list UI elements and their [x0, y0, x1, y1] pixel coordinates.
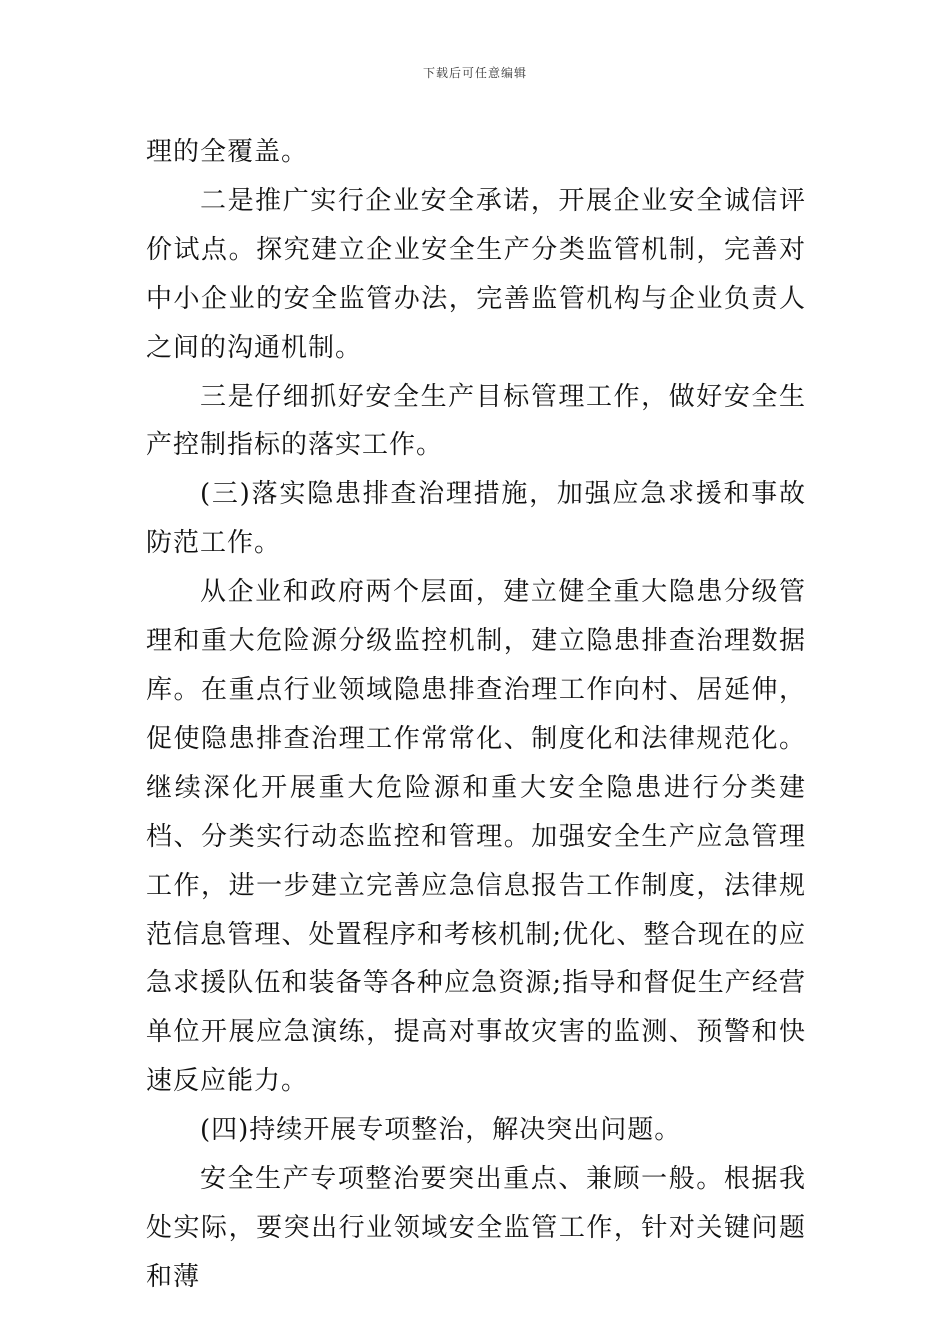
section-heading: (四)持续开展专项整治，解决突出问题。 — [200, 1115, 682, 1146]
paragraph: 从企业和政府两个层面，建立健全重大隐患分级管理和重大危险源分级监控机制，建立隐患排查治理数据库。在重点行业领域隐患排查治理工作向村、居延伸，促使隐患排查治理工作常常化、制度化和法律规范化。继续深化开展重大危险源和重大安全隐患进行分类建档、分类实行动态监控和管理。加强安全生产应急管理工作，进一步建立完善应急信息报告工作制度，法律规范信息管理、处置程序和考核机制;优化、整合现在的应急求援队伍和装备等各种应急资源;指导和督促生产经营单位开展应急演练，提高对事故灾害的监测、预警和快速反应能力。 — [146, 577, 806, 1097]
paragraph: 理的全覆盖。 — [146, 137, 309, 167]
paragraph: 安全生产专项整治要突出重点、兼顾一般。根据我处实际，要突出行业领域安全监管工作，针对关键问题和薄 — [146, 1164, 806, 1292]
document-body — [146, 128, 806, 1302]
paragraph: 三是仔细抓好安全生产目标管理工作，做好安全生产控制指标的落实工作。 — [146, 381, 806, 461]
page-header: 下载后可任意编辑 — [422, 66, 527, 80]
section-heading: (三)落实隐患排查治理措施，加强应急求援和事故防范工作。 — [146, 479, 806, 559]
paragraph: 二是推广实行企业安全承诺，开展企业安全诚信评价试点。探究建立企业安全生产分类监管机制，完善对中小企业的安全监管办法，完善监管机构与企业负责人之间的沟通机制。 — [146, 185, 806, 363]
